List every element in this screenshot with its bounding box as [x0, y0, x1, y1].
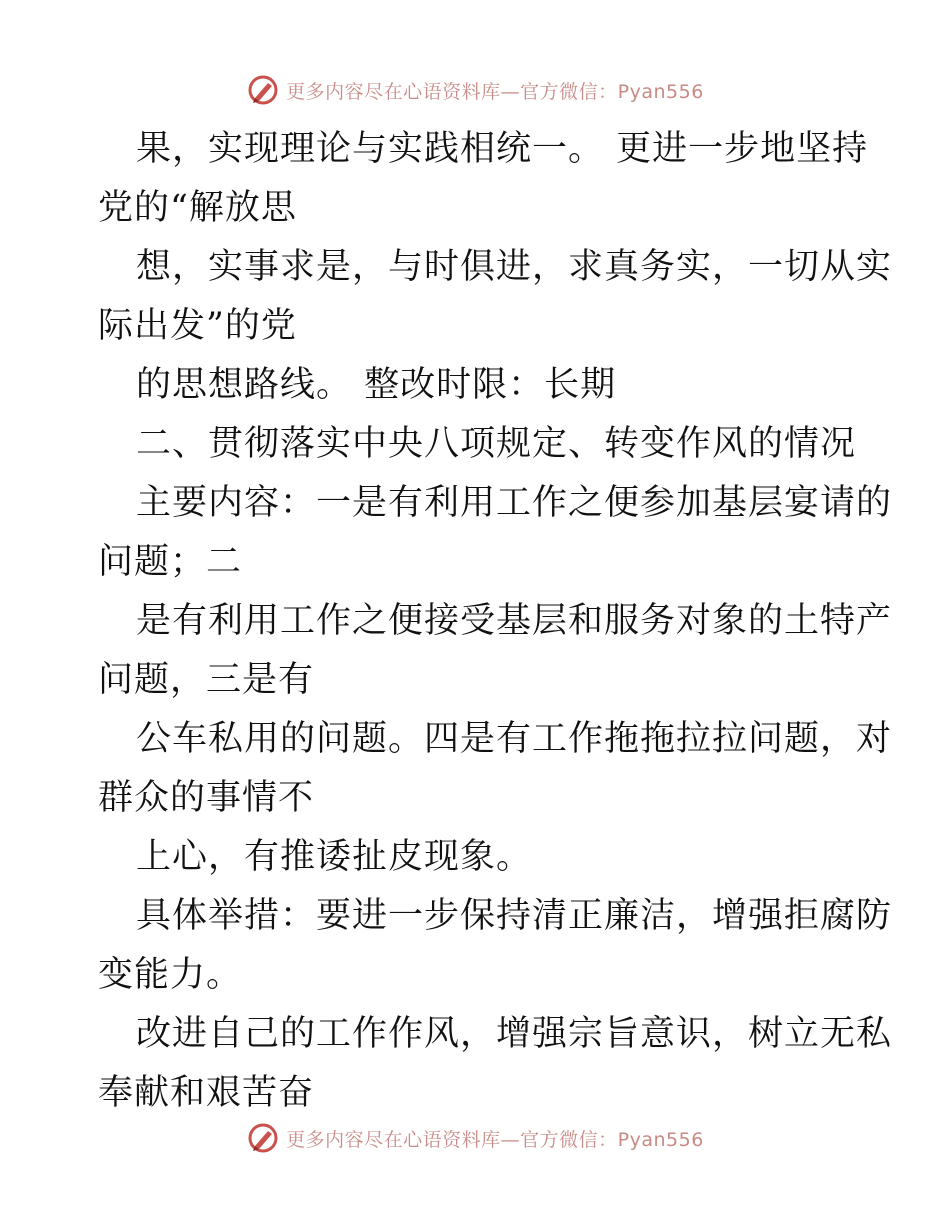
text-line: 的思想路线。 整改时限：长期	[136, 365, 617, 405]
text-line: 党的“解放思	[98, 188, 297, 228]
text-line: 际出发”的党	[98, 306, 297, 346]
pen-logo-icon	[246, 73, 280, 107]
watermark-footer	[0, 1118, 950, 1158]
text-line: 公车私用的问题。四是有工作拖拖拉拉问题，对	[136, 719, 893, 759]
text-line: 上心，有推诿扯皮现象。	[136, 837, 533, 877]
section-heading: 二、贯彻落实中央八项规定、转变作风的情况	[136, 424, 857, 464]
text-line: 问题；二	[98, 542, 243, 582]
text-line: 主要内容：一是有利用工作之便参加基层宴请的	[136, 483, 893, 523]
text-line: 变能力。	[98, 955, 243, 995]
text-line: 是有利用工作之便接受基层和服务对象的土特产	[136, 601, 893, 641]
text-line: 奉献和艰苦奋	[98, 1073, 315, 1113]
text-line: 问题，三是有	[98, 660, 315, 700]
text-line: 改进自己的工作作风，增强宗旨意识，树立无私	[136, 1014, 893, 1054]
watermark-header	[0, 70, 950, 110]
watermark-text: 更多内容尽在心语资料库—官方微信：Pyan556	[286, 80, 704, 103]
pen-logo-icon	[246, 1121, 280, 1155]
text-line: 具体举措：要进一步保持清正廉洁，增强拒腐防	[136, 896, 893, 936]
text-line: 想，实事求是，与时俱进，求真务实，一切从实	[136, 247, 893, 287]
document-body	[98, 120, 893, 1123]
text-line: 果，实现理论与实践相统一。 更进一步地坚持	[136, 129, 869, 169]
watermark-text: 更多内容尽在心语资料库—官方微信：Pyan556	[286, 1128, 704, 1151]
text-line: 群众的事情不	[98, 778, 315, 818]
